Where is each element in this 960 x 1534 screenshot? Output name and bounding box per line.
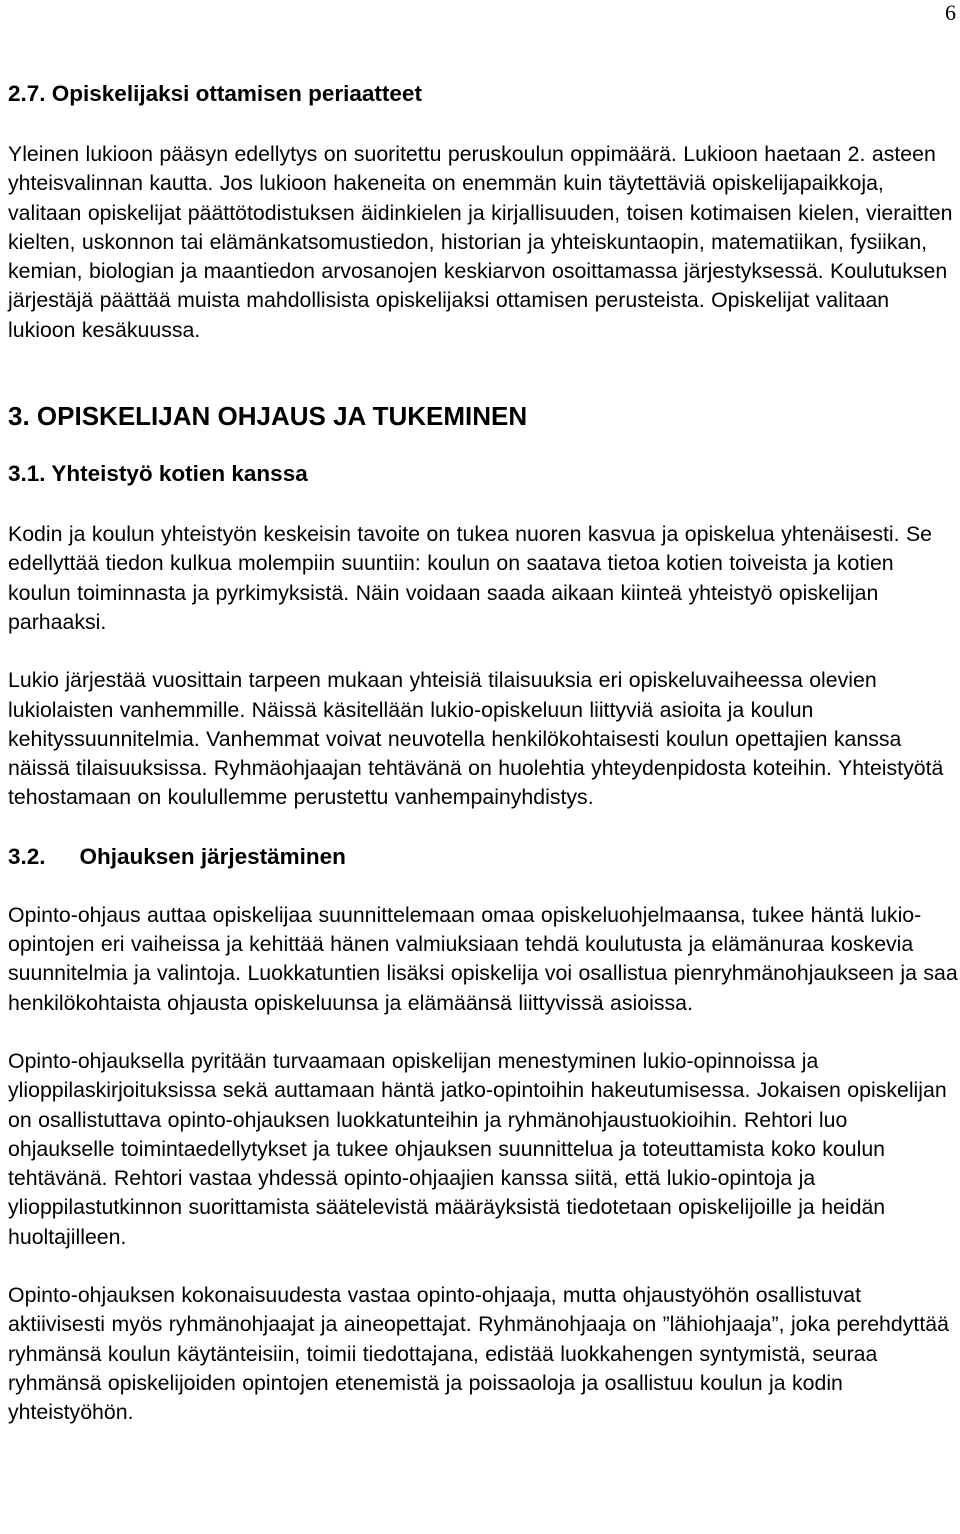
page-number: 6 bbox=[945, 0, 956, 25]
paragraph-home-cooperation-2: Lukio järjestää vuosittain tarpeen mukaan yhteisiä tilaisuuksia eri opiskeluvaiheessa olevien lukiolaisten vanhemmille. Näissä käsitellään lukio-opiskeluun liittyviä asioita ja koulun kehityssuunnitelmia. Vanhemmat voivat neuvotella henkilökohtaisesti koulun opettajien kanssa näissä tilaisuuksissa. Ryhmäohjaajan tehtävänä on huolehtia yhteydenpidosta koteihin. Yhteistyötä tehostamaan on koulullemme perustettu vanhempainyhdistys. bbox=[8, 668, 944, 810]
section-heading-3-2 bbox=[8, 842, 958, 872]
document-body bbox=[8, 79, 958, 1428]
section-heading-2-7: 2.7. Opiskelijaksi ottamisen periaatteet bbox=[8, 81, 422, 106]
section-heading-3-1: 3.1. Yhteistyö kotien kanssa bbox=[8, 461, 308, 487]
paragraph-guidance-2: Opinto-ohjauksella pyritään turvaamaan opiskelijan menestyminen lukio-opinnoissa ja ylioppilaskirjoituksissa sekä auttamaan häntä jatko-opintoihin hakeutumisessa. Jokaisen opiskelijan on osallistuttava opinto-ohjauksen luokkatunteihin ja ryhmänohjaustuokioihin. Rehtori luo ohjaukselle toimintaedellytykset ja tukee ohjauksen suunnittelua ja toteuttamista koko koulun tehtävänä. Rehtori vastaa yhdessä opinto-ohjaajien kanssa siitä, että lukio-opintoja ja ylioppilastutkinnon suorittamista säätelevistä määräyksistä tiedotetaan opiskelijoille ja heidän huoltajilleen. bbox=[8, 1048, 947, 1249]
paragraph-home-cooperation-1: Kodin ja koulun yhteistyön keskeisin tavoite on tukea nuoren kasvua ja opiskelua yhtenäisesti. Se edellyttää tiedon kulkua molempiin suuntiin: koulun on saatava tietoa kotien toiveista ja kotien koulun toiminnasta ja pyrkimyksistä. Näin voidaan saada aikaan kiinteä yhteistyö opiskelijan parhaaksi. bbox=[8, 522, 933, 634]
paragraph-guidance-3: Opinto-ohjauksen kokonaisuudesta vastaa opinto-ohjaaja, mutta ohjaustyöhön osallistuvat aktiivisesti myös ryhmänohjaajat ja aineopettajat. Ryhmänohjaaja on ”lähiohjaaja”, joka perehdyttää ryhmänsä koulun käytänteisiin, toimii tiedottajana, edistää luokkahengen syntymistä, seuraa ryhmänsä opiskelijoiden opintojen etenemistä ja poissaoloja ja osallistuu koulun ja kodin yhteistyöhön. bbox=[8, 1283, 949, 1425]
section-title: Ohjauksen järjestäminen bbox=[79, 843, 346, 869]
section-number: 3.2. bbox=[8, 843, 46, 869]
paragraph-guidance-1: Opinto-ohjaus auttaa opiskelijaa suunnittelemaan omaa opiskeluohjelmaansa, tukee häntä lukio-opintojen eri vaiheissa ja kehittää hänen valmiuksiaan tehdä koulutusta ja elämänuraa koskevia suunnitelmia ja valintoja. Luokkatuntien lisäksi opiskelija voi osallistua pienryhmänohjaukseen ja saa henkilökohtaista ohjausta opiskeluunsa ja elämäänsä liittyvissä asioissa. bbox=[8, 902, 958, 1015]
chapter-heading-3: 3. OPISKELIJAN OHJAUS JA TUKEMINEN bbox=[8, 401, 528, 432]
paragraph-admission: Yleinen lukioon pääsyn edellytys on suoritettu peruskoulun oppimäärä. Lukioon haetaan 2. asteen yhteisvalinnan kautta. Jos lukioon hakeneita on enemmän kuin täytettäviä opiskelijapaikkoja, valitaan opiskelijat päättötodistuksen äidinkielen ja kirjallisuuden, toisen kotimaisen kielen, vieraitten kielten, uskonnon tai elämänkatsomustiedon, historian ja yhteiskuntaopin, matematiikan, fysiikan, kemian, biologian ja maantiedon arvosanojen keskiarvon osoittamassa järjestyksessä. Koulutuksen järjestäjä päättää muista mahdollisista opiskelijaksi ottamisen perusteista. Opiskelijat valitaan lukioon kesäkuussa. bbox=[8, 142, 953, 342]
